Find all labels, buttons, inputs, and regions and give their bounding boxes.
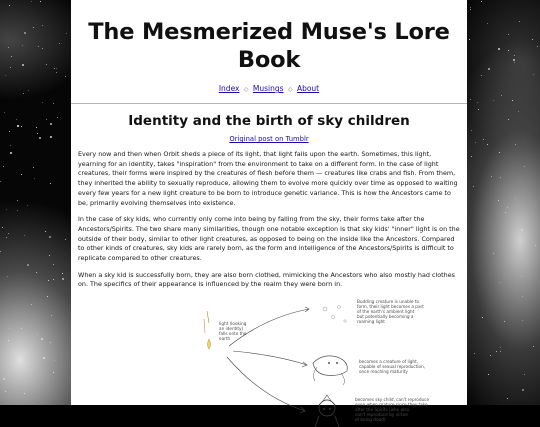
post-title: Identity and the birth of sky children [128, 113, 410, 129]
star [9, 131, 10, 132]
star [478, 109, 479, 110]
star [493, 100, 494, 101]
star [507, 398, 508, 399]
divider [71, 103, 467, 104]
site-title: The Mesmerized Muse's Lore Book [88, 19, 450, 73]
nav-separator: ◇ [287, 86, 293, 93]
star [50, 342, 51, 343]
star [10, 152, 12, 154]
star [21, 174, 22, 175]
nav-separator: ◇ [243, 86, 249, 93]
star [33, 27, 34, 28]
arrow-to-sky-child [227, 357, 305, 411]
sketch-note-creature: becomes a creature of light, capable of sexual reproduction, once reaching maturity [359, 359, 426, 375]
star [36, 127, 37, 128]
sketch-note-sky-child: becomes sky child, can't reproduce even when mature since they take after the Spirits (who also can't reproduce by virtue of being dead) [355, 397, 430, 423]
star [34, 178, 35, 179]
star [59, 43, 60, 44]
light-creature-drawing [313, 356, 347, 385]
star [470, 99, 471, 100]
star [43, 357, 45, 359]
star [37, 334, 38, 335]
star [24, 393, 25, 394]
star [53, 103, 54, 104]
star [8, 340, 9, 341]
source-line [71, 135, 467, 144]
star [512, 100, 513, 101]
star [17, 210, 18, 211]
star [481, 75, 482, 76]
star [471, 130, 472, 131]
star [46, 119, 47, 120]
star [24, 32, 26, 34]
star [28, 90, 29, 91]
sky-child-drawing [315, 395, 339, 427]
site-nav [71, 84, 467, 95]
star [508, 119, 509, 120]
star [62, 278, 64, 280]
content-panel [71, 0, 467, 423]
star [53, 279, 54, 280]
ambient-light-drawing [323, 306, 346, 323]
star [2, 227, 3, 228]
paragraph-2: In the case of sky kids, who currently only come into being by falling from the sky, their forms take after the Ancestors/Spirits. The two share many similarities, though one notable exception is that sky kids' "inner" light is on the outside of their body, similar to other light creatures, as opposed to being on the inside like the Ancestors. Compared to other kinds of creatures, sky kids are rarely born, as the form and intelligence of the Ancestors/Spirits is difficult to replicate compared to other creatures. [78, 215, 460, 263]
star [521, 276, 522, 277]
star [65, 76, 66, 77]
star [518, 111, 519, 112]
star [498, 200, 499, 201]
star [0, 251, 1, 252]
paragraph-3: When a sky kid is successfully born, they are also born clothed, mimicking the Ancestors who also mostly had clothes on. The specifics of their appearance is influenced by the realm they were born in. [78, 270, 455, 289]
arrow-to-creature [233, 351, 307, 365]
star [46, 64, 47, 65]
nav-link-index[interactable]: Index [218, 84, 240, 93]
star [33, 167, 34, 168]
star [473, 186, 474, 187]
star [508, 50, 509, 51]
star [51, 315, 52, 316]
star [500, 177, 501, 178]
star [513, 59, 515, 61]
star [504, 321, 505, 322]
star [490, 355, 491, 356]
star [10, 145, 11, 146]
star [533, 346, 534, 347]
star [8, 233, 9, 234]
star [488, 374, 489, 375]
sketch-note-ambient: Budding creature is unable to form, their light becomes a part of the earth's ambient light but potentially becoming a roaming light [357, 299, 424, 325]
falling-light-drawing [204, 311, 211, 349]
star [499, 282, 500, 283]
star [514, 55, 515, 56]
star [41, 338, 43, 340]
sketch-note-origin: light (looking an identity) falls onto the earth [219, 321, 247, 342]
star [49, 255, 50, 256]
nav-link-about[interactable]: About [296, 84, 320, 93]
post-body [71, 150, 467, 290]
star [5, 75, 6, 76]
nav-link-musings[interactable]: Musings [252, 84, 284, 93]
original-post-link[interactable]: Original post on Tumblr [229, 135, 309, 143]
star [53, 372, 54, 373]
star [522, 320, 523, 321]
star [16, 119, 17, 120]
lore-sketch [71, 297, 467, 427]
star [515, 198, 516, 199]
star [62, 273, 63, 274]
paragraph-1: Every now and then when Orbit sheds a piece of its light, that light falls upon the earth. Sometimes, this light, yearning for an identity, takes "inspiration" from the environment to take on a different form. In the case of light creatures, their forms were inspired by the creatures of flesh before them — creatures like crabs and fish. From them, they inherited the ability to sexually reproduce, allowing them to evolve more quickly over time as opposed to waiting every few years for a new light creature to be born to introduce genetic variance. This is how the Ancestors came to be, primarily evolving themselves into existence. [78, 150, 458, 207]
star [519, 21, 520, 22]
star [22, 64, 24, 66]
